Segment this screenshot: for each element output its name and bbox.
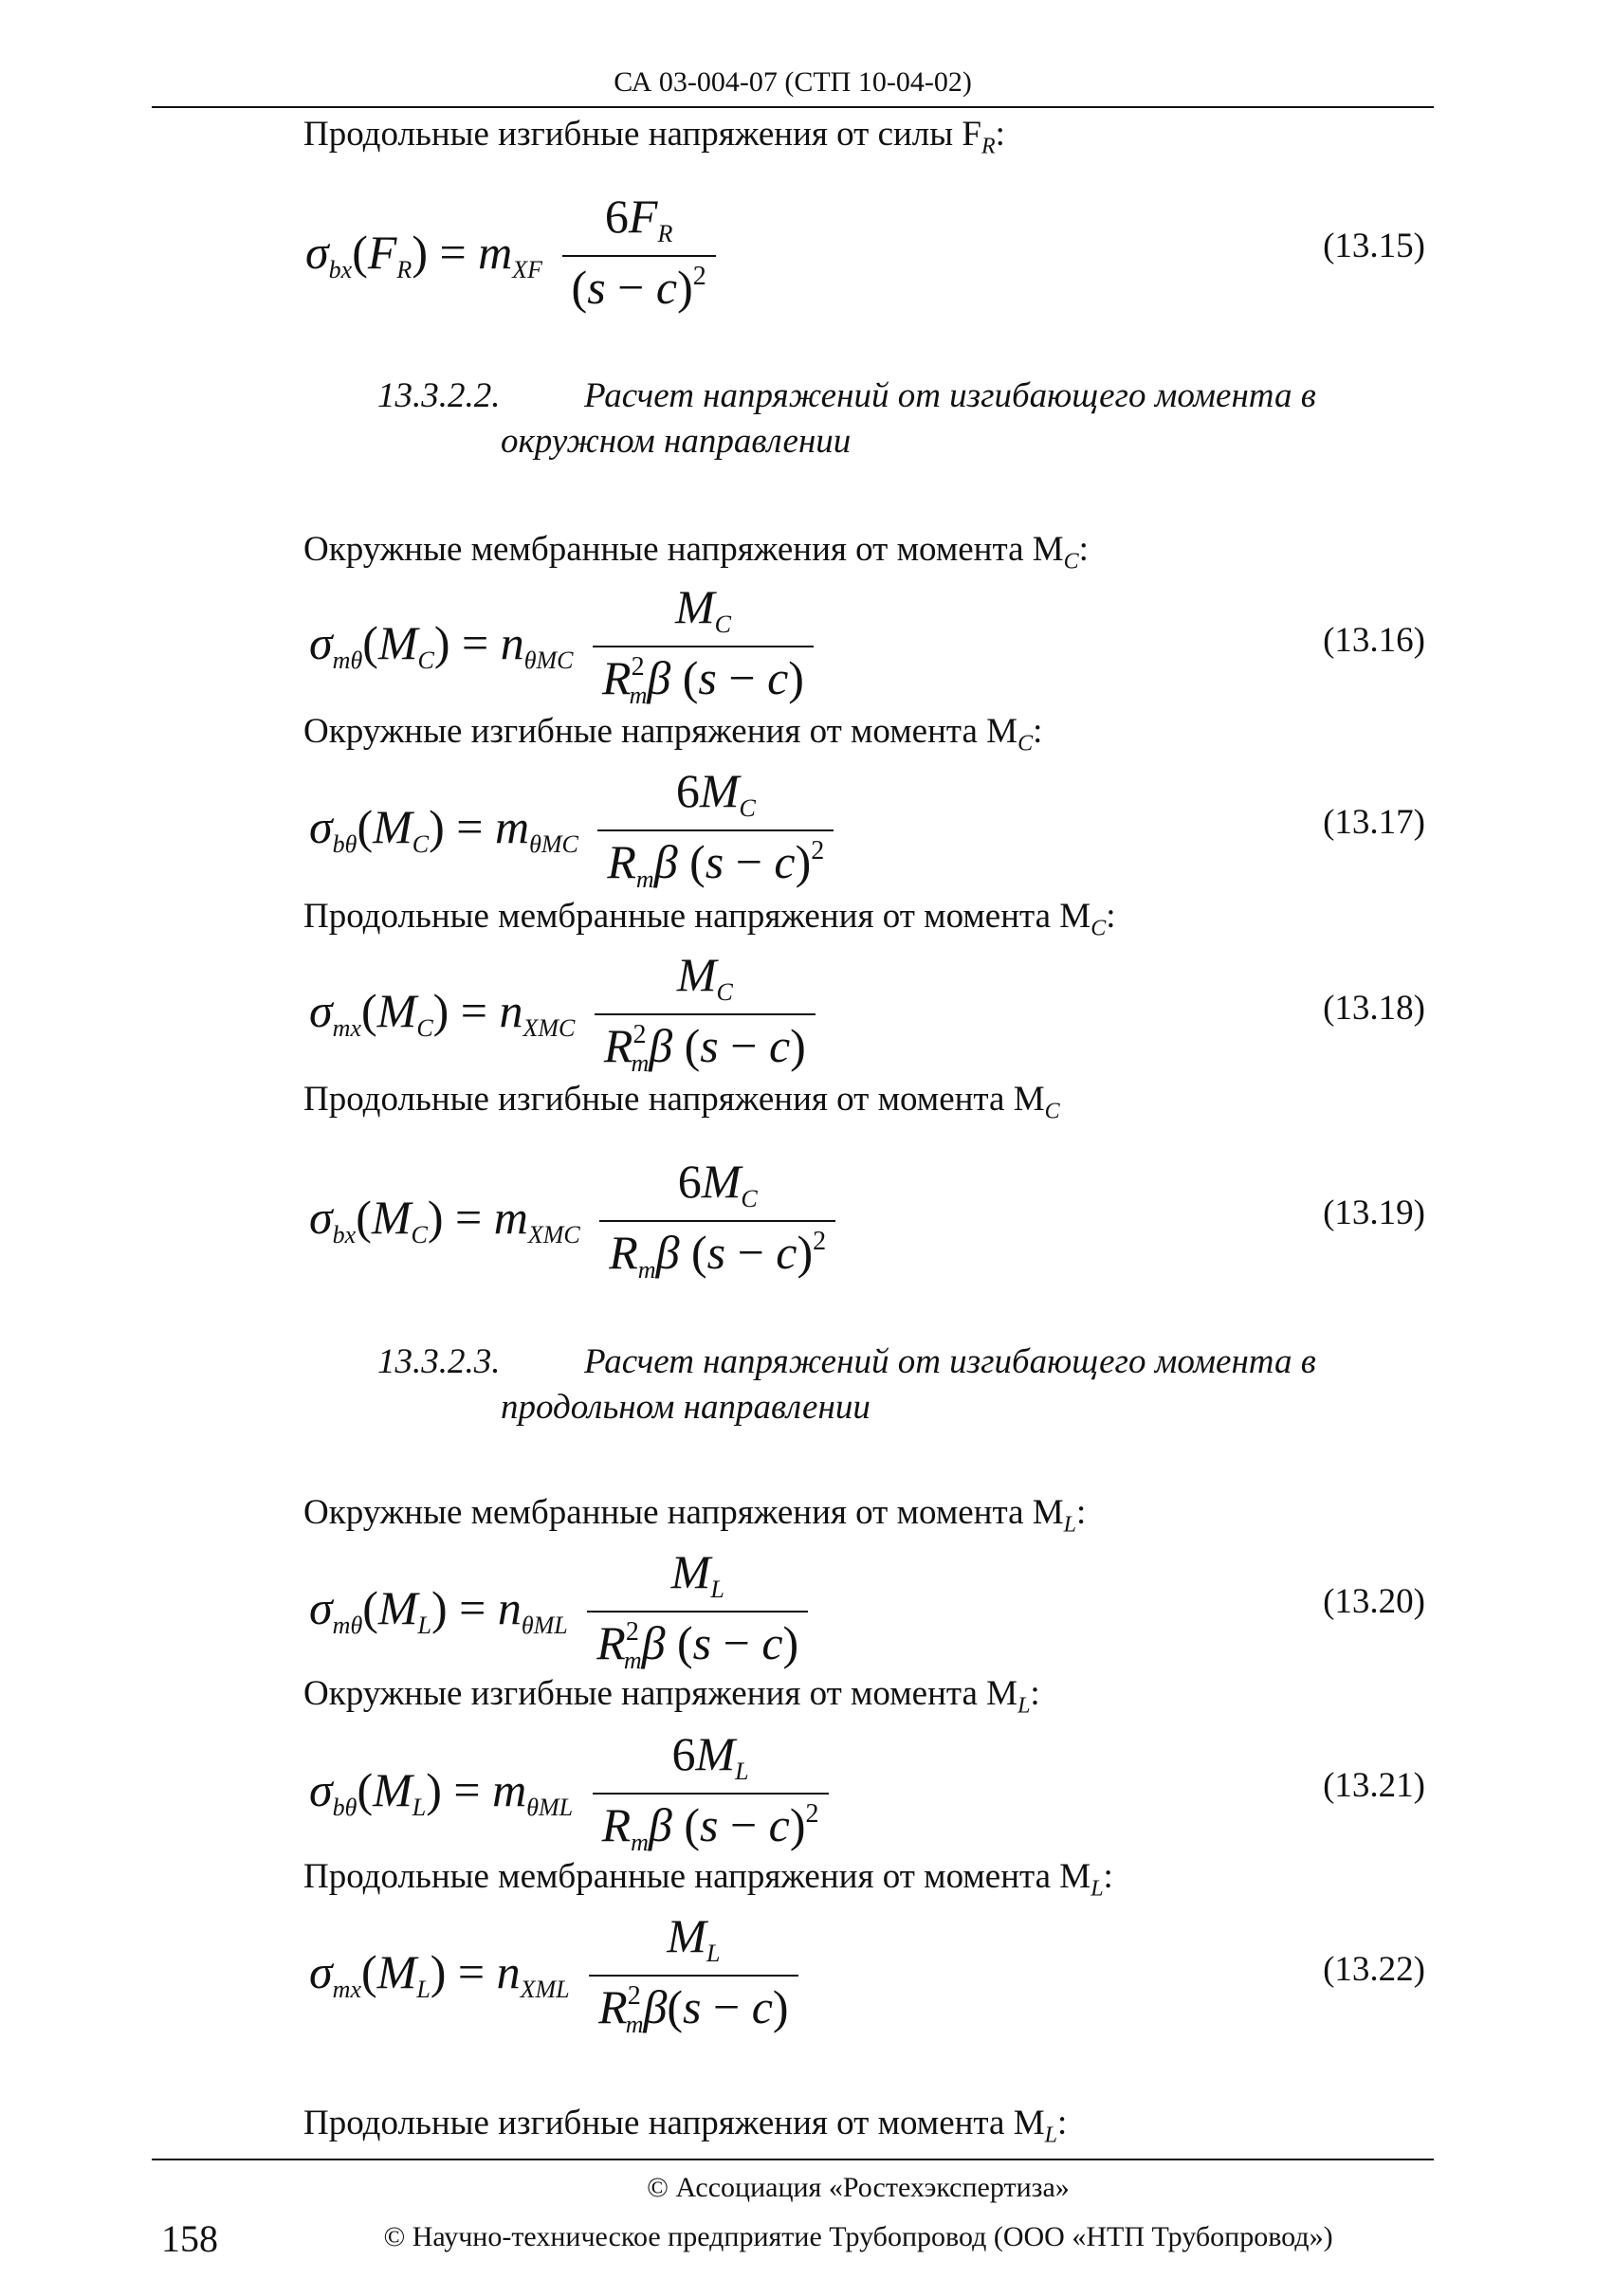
- equation-number: (13.19): [1323, 1194, 1425, 1232]
- section-title: Расчет напряжений от изгибающего момента в: [584, 1342, 1316, 1381]
- document-header: СА 03-004-07 (СТП 10-04-02): [614, 66, 972, 98]
- equation-13-21: $\sigma_{b\theta}(M_L) = m_{\theta ML}$ $\frac{6M_L}{R_m\beta (s - c)^2}$: [309, 1727, 829, 1860]
- section-title: Расчет напряжений от изгибающего момента в: [584, 376, 1316, 415]
- equation-13-19: $\sigma_{bx}(M_C) = m_{XMC}$ $\frac{6M_C}{R_m\beta (s - c)^2}$: [309, 1155, 835, 1287]
- section-title-cont: продольном направлении: [501, 1388, 871, 1427]
- paragraph-text: Окружные изгибные напряжения от момента $M_C$:: [303, 712, 1043, 756]
- equation-number: (13.22): [1323, 1950, 1425, 1989]
- paragraph-text: Продольные мембранные напряжения от момента $M_C$:: [303, 897, 1116, 941]
- paragraph-text: Продольные изгибные напряжения от силы $F_R$:: [303, 115, 1005, 159]
- footer-copyright-2: © Научно-техническое предприятие Трубопровод (ООО «НТП Трубопровод»): [383, 2221, 1333, 2252]
- equation-number: (13.16): [1323, 621, 1425, 660]
- section-number: 13.3.2.3.: [377, 1342, 501, 1381]
- page-number: 158: [161, 2217, 218, 2260]
- paragraph-text: Окружные мембранные напряжения от момента $M_L$:: [303, 1493, 1087, 1538]
- equation-number: (13.17): [1323, 803, 1425, 842]
- paragraph-text: Продольные изгибные напряжения от момента $M_C$: [303, 1080, 1060, 1124]
- section-number: 13.3.2.2.: [377, 376, 501, 415]
- equation-number: (13.18): [1323, 989, 1425, 1028]
- footer-rule: [152, 2159, 1434, 2160]
- footer-copyright-1: © Ассоциация «Ростехэкспертиза»: [647, 2172, 1070, 2203]
- equation-13-16: $\sigma_{m\theta}(M_C) = n_{\theta MC}$ $\frac{M_C}{R^2_m\beta (s - c)}$: [309, 580, 814, 713]
- section-title-cont: окружном направлении: [501, 422, 852, 461]
- paragraph-text: Окружные изгибные напряжения от момента $M_L$:: [303, 1674, 1040, 1719]
- equation-13-20: $\sigma_{m\theta}(M_L) = n_{\theta ML}$ $\frac{M_L}{R^2_m\beta (s - c)}$: [309, 1545, 808, 1678]
- paragraph-text: Продольные мембранные напряжения от момента $M_L$:: [303, 1857, 1113, 1902]
- paragraph-text: Окружные мембранные напряжения от момента $M_C$:: [303, 530, 1089, 574]
- equation-number: (13.15): [1323, 227, 1425, 265]
- equation-13-18: $\sigma_{mx}(M_C) = n_{XMC}$ $\frac{M_C}{R^2_m\beta (s - c)}$: [309, 948, 816, 1081]
- equation-13-15: $\sigma_{bx}(F_R) = m_{XF}$ $\frac{6F_R}{(s - c)^2}$: [305, 190, 716, 322]
- equation-13-17: $\sigma_{b\theta}(M_C) = m_{\theta MC}$ $\frac{6M_C}{R_m\beta (s - c)^2}$: [309, 764, 834, 897]
- header-rule: [152, 106, 1434, 108]
- equation-number: (13.20): [1323, 1582, 1425, 1621]
- equation-13-22: $\sigma_{mx}(M_L) = n_{XML}$ $\frac{M_L}{R^2_m\beta(s - c)}$: [309, 1909, 798, 2042]
- equation-number: (13.21): [1323, 1766, 1425, 1805]
- paragraph-text: Продольные изгибные напряжения от момента $M_L$:: [303, 2104, 1068, 2148]
